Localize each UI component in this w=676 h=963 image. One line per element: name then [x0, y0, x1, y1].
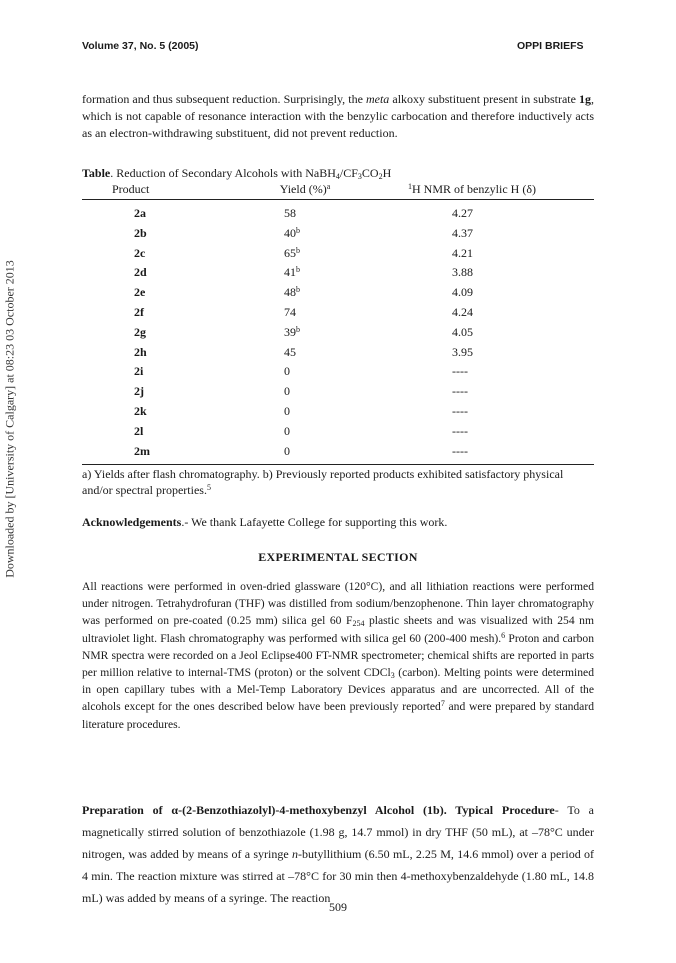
cell-yield [284, 325, 324, 340]
table-caption [82, 166, 391, 181]
exp-sub254: 254 [352, 619, 365, 629]
header-nmr-sup: 1 [408, 182, 413, 191]
procedure-n-italic: n [292, 847, 299, 861]
cell-yield [284, 384, 324, 399]
cell-nmr: ---- [452, 384, 468, 399]
cell-yield-value: 58 [284, 206, 296, 220]
table-row [82, 325, 594, 343]
procedure-text-b: -butyllithium (6.50 mL, 2.25 M, 14.6 mmol) over a period of 4 min. The reaction mixture was stirred at –78°C for 30 min then 4-methoxybenzaldehyde (1.80 mL, 14.8 mL) was added by means of a syringe. The reaction [82, 847, 595, 905]
intro-meta-italic: meta [365, 92, 390, 106]
exp-sup7: 7 [440, 699, 445, 709]
header-product: Product [112, 182, 150, 196]
cell-yield-value: 0 [284, 364, 290, 379]
table-row [82, 444, 594, 462]
cell-yield [284, 226, 324, 241]
running-header-journal: OPPI BRIEFS [517, 40, 584, 52]
exp-sub3: 3 [390, 671, 395, 681]
exp-text-b: plastic sheets and was visualized with 254 nm ultraviolet light. Flash chromatography was performed with silica gel 60 (200-400 mesh). [82, 614, 594, 645]
cell-nmr: ---- [452, 364, 468, 379]
table-caption-sub4: 4 [335, 172, 340, 181]
table-row [82, 265, 594, 283]
table-row [82, 206, 594, 224]
table-caption-text-b: /CF [339, 166, 358, 180]
cell-yield [284, 265, 324, 280]
cell-nmr: 4.24 [452, 305, 473, 319]
cell-product: 2b [134, 225, 147, 240]
cell-product: 2k [134, 404, 147, 418]
cell-product: 2g [134, 324, 146, 339]
experimental-paragraph [82, 578, 594, 733]
download-watermark-text: Downloaded by [University of Calgary] at 08:23 03 October 2013 [2, 260, 17, 578]
table-row [82, 285, 594, 303]
header-yield [250, 182, 360, 197]
cell-yield [284, 424, 324, 439]
table-caption-text-a: . Reduction of Secondary Alcohols with NaBH [110, 166, 336, 180]
cell-yield [284, 285, 324, 300]
table-row [82, 345, 594, 363]
cell-yield [284, 206, 324, 221]
procedure-text-a: - To a magnetically stirred solution of benzothiazole (1.98 g, 14.7 mmol) in dry THF (50 mL), at –78°C under nitrogen, was added by means of a syringe [82, 803, 594, 861]
cell-nmr: 4.21 [452, 245, 473, 260]
cell-product: 2f [134, 305, 144, 319]
table-row [82, 404, 594, 422]
cell-product: 2e [134, 285, 146, 300]
cell-yield [284, 345, 324, 360]
header-yield-text: Yield (%) [279, 182, 327, 196]
cell-nmr: 4.27 [452, 206, 473, 220]
procedure-title: Preparation of α-(2-Benzothiazolyl)-4-methoxybenzyl Alcohol (1b). Typical Procedure [82, 803, 555, 817]
cell-nmr: ---- [452, 404, 468, 418]
intro-text-a: formation and thus subsequent reduction. Surprisingly, the [82, 92, 366, 106]
table-row [82, 246, 594, 264]
table-caption-sub3: 3 [357, 172, 362, 181]
table-header-row [82, 182, 594, 200]
cell-yield-value: 74 [284, 305, 296, 319]
cell-product: 2j [134, 384, 144, 399]
cell-yield [284, 305, 324, 320]
table-footnote-text: a) Yields after flash chromatography. b) Previously reported products exhibited satisfactory physical and/or spectral properties. [82, 467, 564, 497]
intro-text-c: , which is not capable of resonance interaction with the benzylic carbocation and therefore inductively acts as an electron-withdrawing substituent, did not prevent reduction. [82, 92, 594, 140]
cell-yield-value: 40 [284, 225, 296, 240]
cell-yield-sup: b [296, 285, 300, 295]
cell-product: 2i [134, 364, 144, 379]
cell-yield [284, 404, 324, 419]
cell-product: 2a [134, 206, 146, 220]
page-number: 509 [329, 900, 347, 914]
exp-text-d: (carbon). Melting points were determined in open capillary tubes with a Mel-Temp Laboratory Devices apparatus and are uncorrected. All of the alcohols except for the ones described below have been previously reported [82, 666, 594, 714]
cell-nmr: ---- [452, 443, 468, 458]
cell-yield-sup: b [296, 324, 300, 334]
intro-text-b: alkoxy substituent present in substrate [389, 92, 579, 106]
table-footnote-sup: 5 [206, 483, 211, 492]
exp-sup6: 6 [501, 630, 506, 640]
cell-yield-value: 0 [284, 384, 290, 399]
table-caption-text-d: H [382, 166, 392, 180]
table-row [82, 424, 594, 442]
cell-yield-sup: b [296, 265, 300, 275]
table-caption-text-c: CO [361, 166, 379, 180]
cell-yield-value: 0 [284, 443, 290, 458]
table-caption-label: Table [82, 166, 111, 180]
ack-text: .- We thank Lafayette College for supporting this work. [181, 515, 448, 529]
cell-nmr: 3.95 [452, 344, 473, 359]
table-footnotes [82, 466, 594, 498]
table-row [82, 305, 594, 323]
cell-yield [284, 246, 324, 261]
cell-yield [284, 364, 324, 379]
intro-compound: 1g [579, 92, 591, 106]
exp-text-a: All reactions were performed in oven-dried glassware (120°C), and all lithiation reactions were performed under nitrogen. Tetrahydrofuran (THF) was distilled from sodium/benzophenone. Thin layer chromatography was performed on pre-coated (0.25 mm) silica gel 60 F [82, 580, 594, 628]
cell-nmr: ---- [452, 423, 468, 438]
cell-yield-sup: b [296, 225, 300, 235]
table-rule-top [82, 199, 594, 200]
exp-text-e: and were prepared by standard literature procedures. [82, 700, 594, 731]
table-caption-sub2: 2 [378, 172, 383, 181]
cell-yield [284, 444, 324, 459]
cell-yield-value: 45 [284, 344, 296, 359]
cell-yield-value: 65 [284, 245, 296, 260]
table-row [82, 384, 594, 402]
table-row [82, 364, 594, 382]
cell-product: 2m [134, 443, 150, 458]
header-yield-sup: a [326, 182, 331, 191]
procedure-paragraph [82, 799, 594, 909]
table-rule-bottom [82, 464, 594, 465]
cell-yield-value: 41 [284, 265, 296, 280]
intro-paragraph [82, 91, 594, 142]
table-row [82, 226, 594, 244]
cell-nmr: 4.37 [452, 225, 473, 240]
cell-yield-value: 0 [284, 423, 290, 438]
download-watermark [2, 186, 18, 652]
cell-nmr: 4.09 [452, 285, 473, 300]
cell-yield-value: 0 [284, 404, 290, 418]
cell-yield-sup: b [296, 245, 300, 255]
results-table [82, 182, 594, 458]
cell-product: 2c [134, 245, 146, 260]
header-nmr [382, 182, 562, 197]
ack-label: Acknowledgements [82, 515, 182, 529]
running-header-volume: Volume 37, No. 5 (2005) [82, 40, 199, 52]
cell-yield-value: 48 [284, 285, 296, 300]
section-heading: EXPERIMENTAL SECTION [258, 550, 418, 564]
cell-nmr: 4.05 [452, 324, 473, 339]
acknowledgements [82, 515, 594, 530]
header-nmr-text: H NMR of benzylic H (δ) [412, 182, 536, 196]
cell-nmr: 3.88 [452, 265, 473, 280]
cell-yield-value: 39 [284, 324, 296, 339]
cell-product: 2h [134, 344, 147, 359]
cell-product: 2l [134, 423, 144, 438]
cell-product: 2d [134, 265, 147, 280]
exp-text-c: Proton and carbon NMR spectra were recorded on a Jeol Eclipse400 FT-NMR spectrometer; chemical shifts are reported in parts per million relative to internal-TMS (proton) or the solvent CDCl [82, 631, 595, 680]
